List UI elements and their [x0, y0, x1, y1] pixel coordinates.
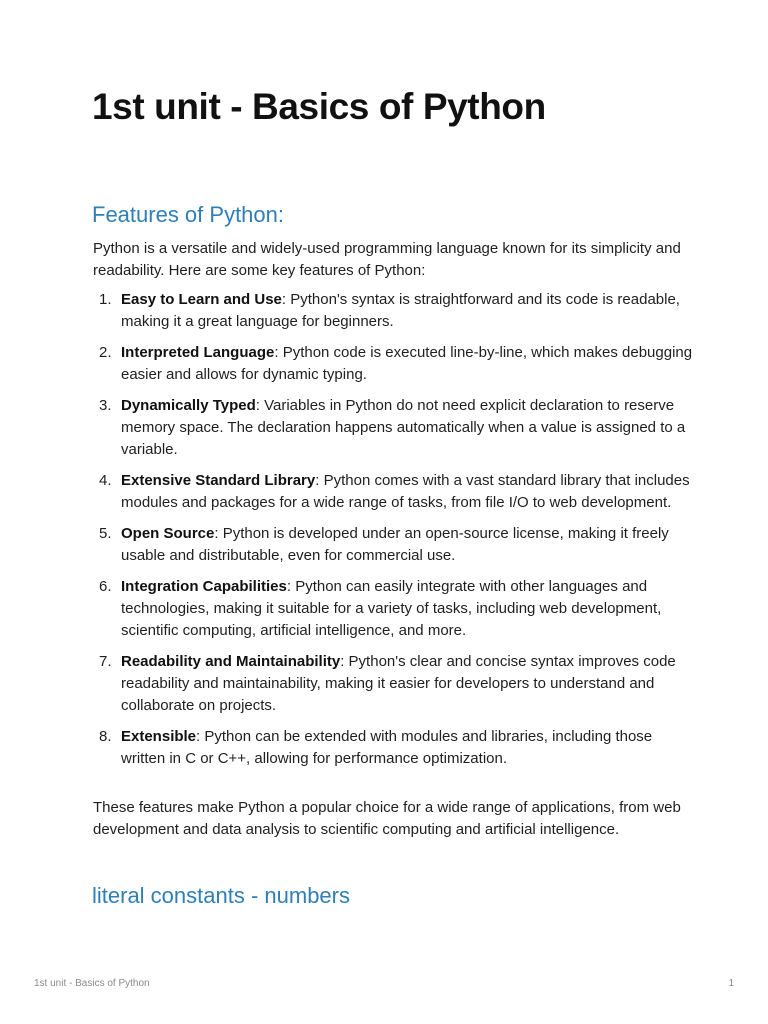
feature-term: Easy to Learn and Use [121, 291, 282, 308]
footer-page-number: 1 [728, 978, 734, 989]
footer-doc-name: 1st unit - Basics of Python [34, 978, 150, 989]
feature-term: Interpreted Language [121, 344, 275, 361]
feature-item-open-source [93, 523, 693, 567]
feature-number: 8. [99, 728, 112, 745]
feature-item-standard-library [93, 470, 693, 514]
feature-number: 7. [99, 653, 112, 670]
feature-item-extensible [93, 726, 693, 770]
feature-number: 5. [99, 525, 112, 542]
feature-term: Readability and Maintainability [121, 653, 341, 670]
feature-item-interpreted [93, 342, 693, 386]
feature-number: 3. [99, 397, 112, 414]
feature-description: : Variables in Python do not need explicit declaration to reserve memory space. The declaration happens automatically when a value is assigned to a variable. [121, 397, 686, 458]
feature-item-dynamically-typed [93, 395, 693, 461]
feature-number: 4. [99, 472, 112, 489]
feature-term: Integration Capabilities [121, 578, 287, 595]
feature-term: Dynamically Typed [121, 397, 256, 414]
section-heading-features: Features of Python: [92, 202, 284, 227]
feature-number: 6. [99, 578, 112, 595]
page-title: 1st unit - Basics of Python [92, 86, 546, 127]
feature-term: Extensible [121, 728, 197, 745]
conclusion-paragraph: These features make Python a popular choice for a wide range of applications, from web development and data analysis to scientific computing and artificial intelligence. [93, 799, 681, 838]
feature-term: Open Source [121, 525, 215, 542]
intro-paragraph: Python is a versatile and widely-used programming language known for its simplicity and readability. Here are some key features of Python: [93, 240, 681, 279]
feature-item-integration [93, 576, 693, 642]
feature-description: : Python comes with a vast standard library that includes modules and packages for a wide range of tasks, from file I/O to web development. [121, 472, 690, 511]
feature-item-easy-to-learn [93, 289, 693, 333]
features-list [93, 289, 693, 779]
feature-term: Extensive Standard Library [121, 472, 316, 489]
feature-description: : Python's syntax is straightforward and its code is readable, making it a great language for beginners. [121, 291, 680, 330]
feature-number: 1. [99, 291, 112, 308]
feature-description: : Python's clear and concise syntax improves code readability and maintainability, making it easier for developers to understand and collaborate on projects. [121, 653, 676, 714]
section-heading-literals: literal constants - numbers [92, 883, 350, 908]
feature-description: : Python can be extended with modules and libraries, including those written in C or C++, allowing for performance optimization. [121, 728, 653, 767]
feature-description: : Python can easily integrate with other languages and technologies, making it suitable for a variety of tasks, including web development, scientific computing, artificial intelligence, and more. [121, 578, 662, 639]
feature-description: : Python code is executed line-by-line, which makes debugging easier and allows for dynamic typing. [121, 344, 693, 383]
feature-item-readability [93, 651, 693, 717]
feature-description: : Python is developed under an open-source license, making it freely usable and distributable, even for commercial use. [121, 525, 669, 564]
feature-number: 2. [99, 344, 112, 361]
